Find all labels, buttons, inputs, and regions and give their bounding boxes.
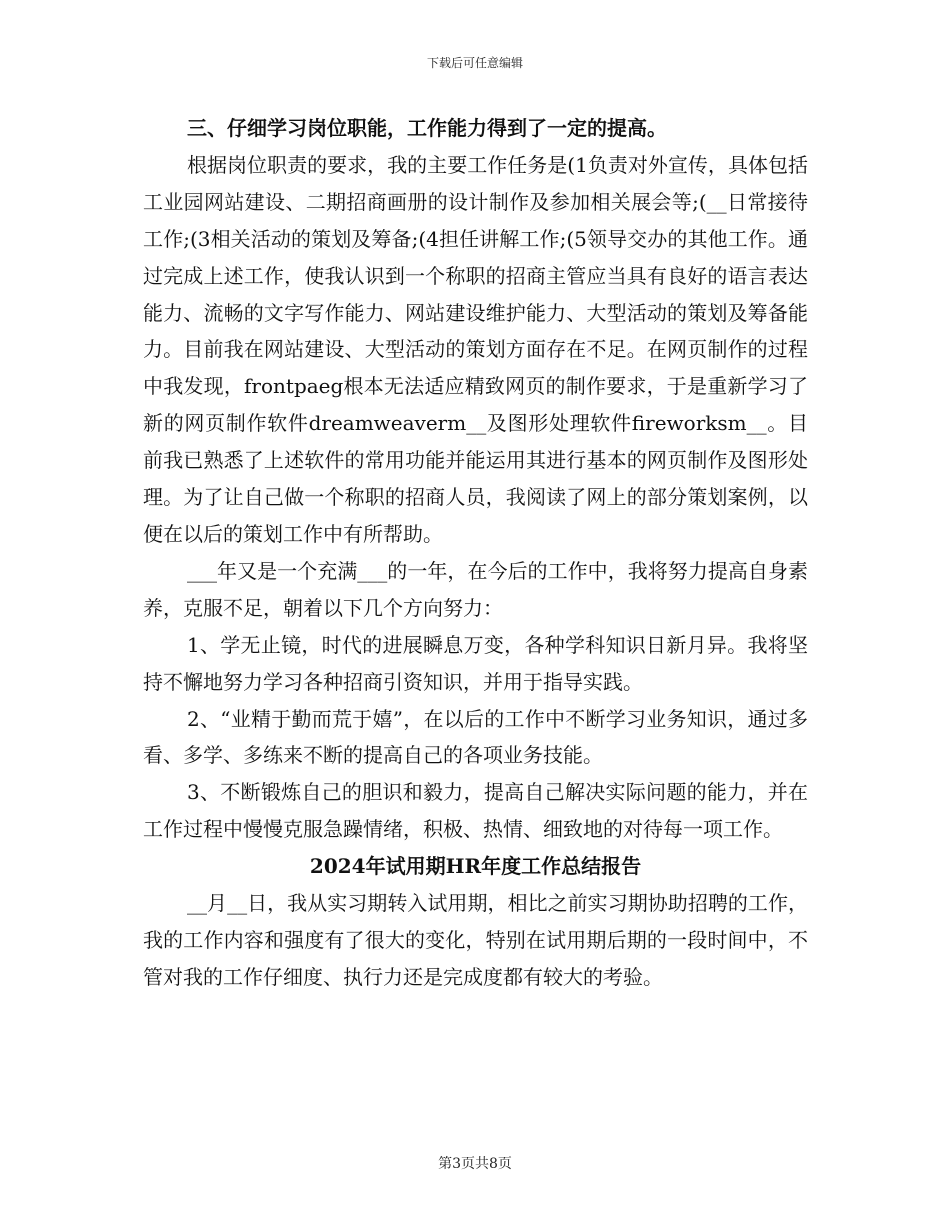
page-number: 第3页共8页: [438, 1156, 512, 1172]
document-body: [143, 110, 808, 996]
header-note: 下载后可任意编辑: [426, 56, 523, 70]
paragraph-duties: 根据岗位职责的要求，我的主要工作任务是(1负责对外宣传，具体包括工业园网站建设、二期招商画册的设计制作及参加相关展会等;(__日常接待工作;(3相关活动的策划及筹备;(4担任讲解工作;(5领导交办的其他工作。通过完成上述工作，使我认识到一个称职的招商主管应当具有良好的语言表达能力、流畅的文字写作能力、网站建设维护能力、大型活动的策划及筹备能力。目前我在网站建设、大型活动的策划方面存在不足。在网页制作的过程中我发现，frontpaeg根本无法适应精致网页的制作要求，于是重新学习了新的网页制作软件dreamweaverm__及图形处理软件fireworksm__。目前我已熟悉了上述软件的常用功能并能运用其进行基本的网页制作及图形处理。为了让自己做一个称职的招商人员，我阅读了网上的部分策划案例，以便在以后的策划工作中有所帮助。: [143, 152, 808, 546]
report-title: 2024年试用期HR年度工作总结报告: [309, 854, 642, 879]
list-item-2: 2、“业精于勤而荒于嬉”，在以后的工作中不断学习业务知识，通过多看、多学、多练来不断的提高自己的各项业务技能。: [143, 706, 808, 768]
list-item-3: 3、不断锻炼自己的胆识和毅力，提高自己解决实际问题的能力，并在工作过程中慢慢克服急躁情绪，积极、热情、细致地的对待每一项工作。: [143, 780, 808, 842]
section-heading: 三、仔细学习岗位职能，工作能力得到了一定的提高。: [187, 116, 667, 140]
list-item-1: 1、学无止镜，时代的进展瞬息万变，各种学科知识日新月异。我将坚持不懈地努力学习各种招商引资知识，并用于指导实践。: [143, 632, 808, 694]
paragraph-outlook: ___年又是一个充满___的一年，在今后的工作中，我将努力提高自身素养，克服不足，朝着以下几个方向努力：: [143, 558, 808, 620]
paragraph-probation: __月__日，我从实习期转入试用期，相比之前实习期协助招聘的工作，我的工作内容和强度有了很大的变化，特别在试用期后期的一段时间中，不管对我的工作仔细度、执行力还是完成度都有较大的考验。: [143, 891, 808, 989]
